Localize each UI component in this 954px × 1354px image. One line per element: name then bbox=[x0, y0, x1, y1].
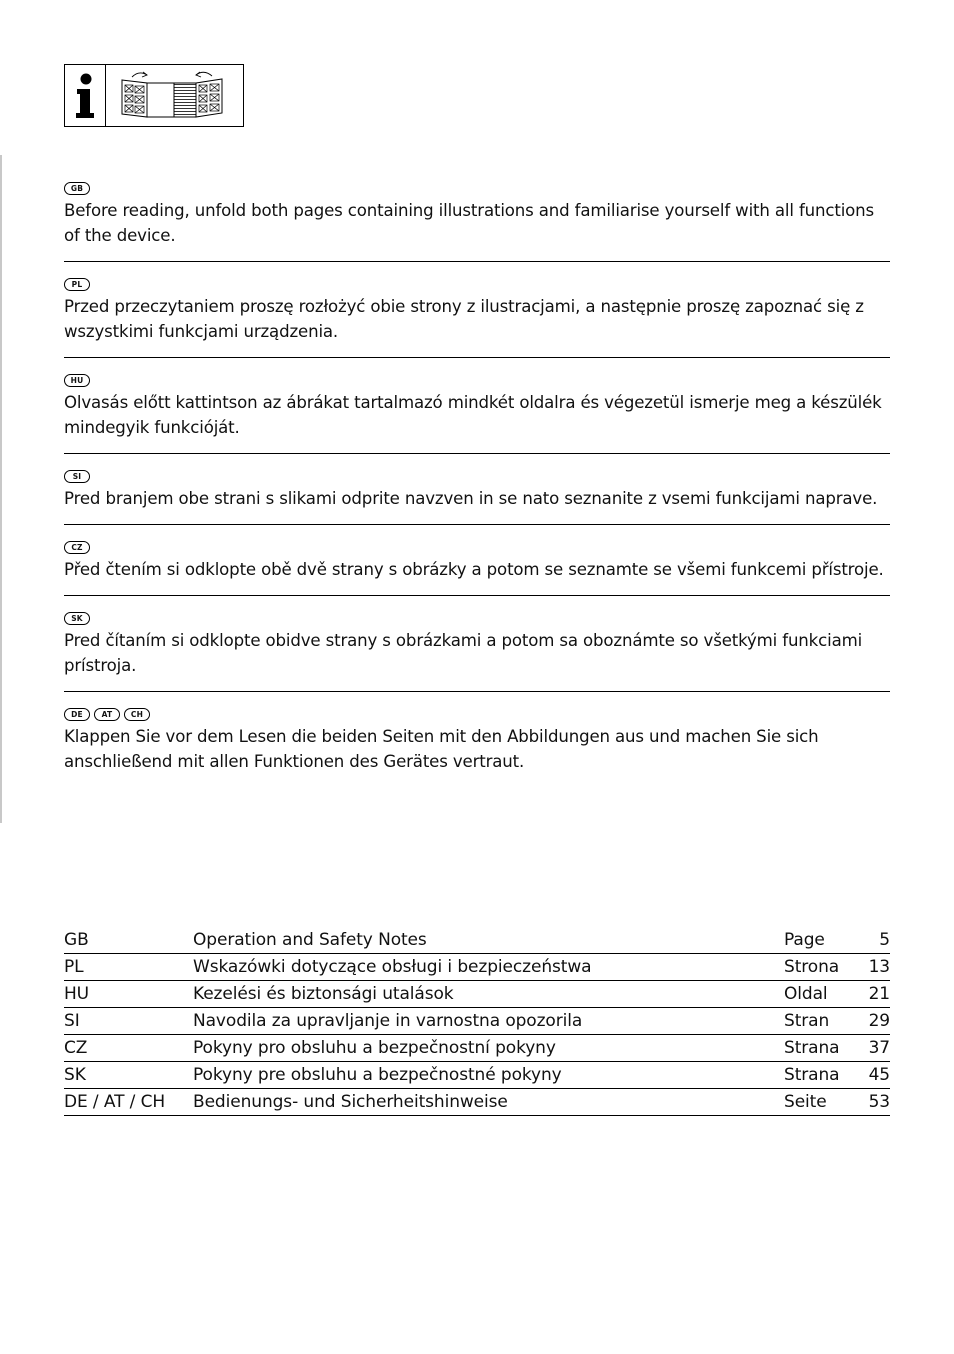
toc-page-number: 21 bbox=[856, 981, 890, 1008]
country-badge-gb: GB bbox=[64, 182, 90, 195]
toc-lang-code: GB bbox=[64, 927, 193, 954]
lang-note-sk bbox=[64, 596, 890, 692]
toc-page-word: Stran bbox=[784, 1008, 856, 1035]
lang-note-de-at-ch bbox=[64, 692, 890, 787]
table-of-contents bbox=[64, 927, 890, 1116]
toc-title: Kezelési és biztonsági utalások bbox=[193, 981, 784, 1008]
country-badge-ch: CH bbox=[124, 708, 150, 721]
lang-note-text: Olvasás előtt kattintson az ábrákat tartalmazó mindkét oldalra és végezetül ismerje meg a készülék mindegyik funkcióját. bbox=[64, 393, 882, 437]
lang-note-si bbox=[64, 454, 890, 525]
language-notes bbox=[64, 178, 890, 787]
toc-title: Bedienungs- und Sicherheitshinweise bbox=[193, 1089, 784, 1116]
toc-title: Navodila za upravljanje in varnostna opozorila bbox=[193, 1008, 784, 1035]
toc-lang-code: CZ bbox=[64, 1035, 193, 1062]
info-icon bbox=[64, 64, 106, 127]
country-badge-pl: PL bbox=[64, 278, 90, 291]
toc-row[interactable] bbox=[64, 981, 890, 1008]
toc-page-number: 5 bbox=[856, 927, 890, 954]
lang-note-text: Klappen Sie vor dem Lesen die beiden Seiten mit den Abbildungen aus und machen Sie sich anschließend mit allen Funktionen des Gerätes vertraut. bbox=[64, 727, 819, 771]
toc-row[interactable] bbox=[64, 1089, 890, 1116]
country-badge-hu: HU bbox=[64, 374, 90, 387]
toc-lang-code: HU bbox=[64, 981, 193, 1008]
country-badge-de: DE bbox=[64, 708, 90, 721]
toc-page-number: 13 bbox=[856, 954, 890, 981]
toc-page-number: 53 bbox=[856, 1089, 890, 1116]
country-badge-cz: CZ bbox=[64, 541, 90, 554]
lang-note-text: Przed przeczytaniem proszę rozłożyć obie strony z ilustracjami, a następnie proszę zapoznać się z wszystkimi funkcjami urządzenia. bbox=[64, 297, 864, 341]
lang-note-text: Pred branjem obe strani s slikami odprite navzven in se nato seznanite z vsemi funkcijami naprave. bbox=[64, 489, 878, 508]
toc-title: Operation and Safety Notes bbox=[193, 927, 784, 954]
lang-note-gb bbox=[64, 178, 890, 262]
lang-note-cz bbox=[64, 525, 890, 596]
lang-note-text: Before reading, unfold both pages containing illustrations and familiarise yourself with all functions of the device. bbox=[64, 201, 875, 245]
toc-row[interactable] bbox=[64, 1008, 890, 1035]
toc-page-word: Page bbox=[784, 927, 856, 954]
toc-page-word: Strana bbox=[784, 1035, 856, 1062]
toc-page-word: Strona bbox=[784, 954, 856, 981]
toc-page-number: 29 bbox=[856, 1008, 890, 1035]
toc-page-number: 37 bbox=[856, 1035, 890, 1062]
lang-note-text: Před čtením si odklopte obě dvě strany s obrázky a potom se seznamte se všemi funkcemi přístroje. bbox=[64, 560, 884, 579]
toc-page-number: 45 bbox=[856, 1062, 890, 1089]
lang-note-pl bbox=[64, 262, 890, 358]
country-badge-at: AT bbox=[94, 708, 120, 721]
toc-title: Pokyny pre obsluhu a bezpečnostné pokyny bbox=[193, 1062, 784, 1089]
toc-page-word: Seite bbox=[784, 1089, 856, 1116]
toc-row[interactable] bbox=[64, 954, 890, 981]
fold-out-pages-icon bbox=[106, 64, 244, 127]
toc-row[interactable] bbox=[64, 1062, 890, 1089]
toc-page-word: Oldal bbox=[784, 981, 856, 1008]
toc-row[interactable] bbox=[64, 927, 890, 954]
lang-note-hu bbox=[64, 358, 890, 454]
toc-title: Wskazówki dotyczące obsługi i bezpieczeństwa bbox=[193, 954, 784, 981]
toc-row[interactable] bbox=[64, 1035, 890, 1062]
lang-note-text: Pred čítaním si odklopte obidve strany s obrázkami a potom sa oboznámte so všetkými funkciami prístroja. bbox=[64, 631, 863, 675]
page-edge-rule bbox=[0, 155, 2, 823]
toc-lang-code: DE / AT / CH bbox=[64, 1089, 193, 1116]
country-badge-si: SI bbox=[64, 470, 90, 483]
toc-lang-code: PL bbox=[64, 954, 193, 981]
toc-lang-code: SI bbox=[64, 1008, 193, 1035]
country-badge-sk: SK bbox=[64, 612, 90, 625]
toc-title: Pokyny pro obsluhu a bezpečnostní pokyny bbox=[193, 1035, 784, 1062]
toc-lang-code: SK bbox=[64, 1062, 193, 1089]
toc-page-word: Strana bbox=[784, 1062, 856, 1089]
